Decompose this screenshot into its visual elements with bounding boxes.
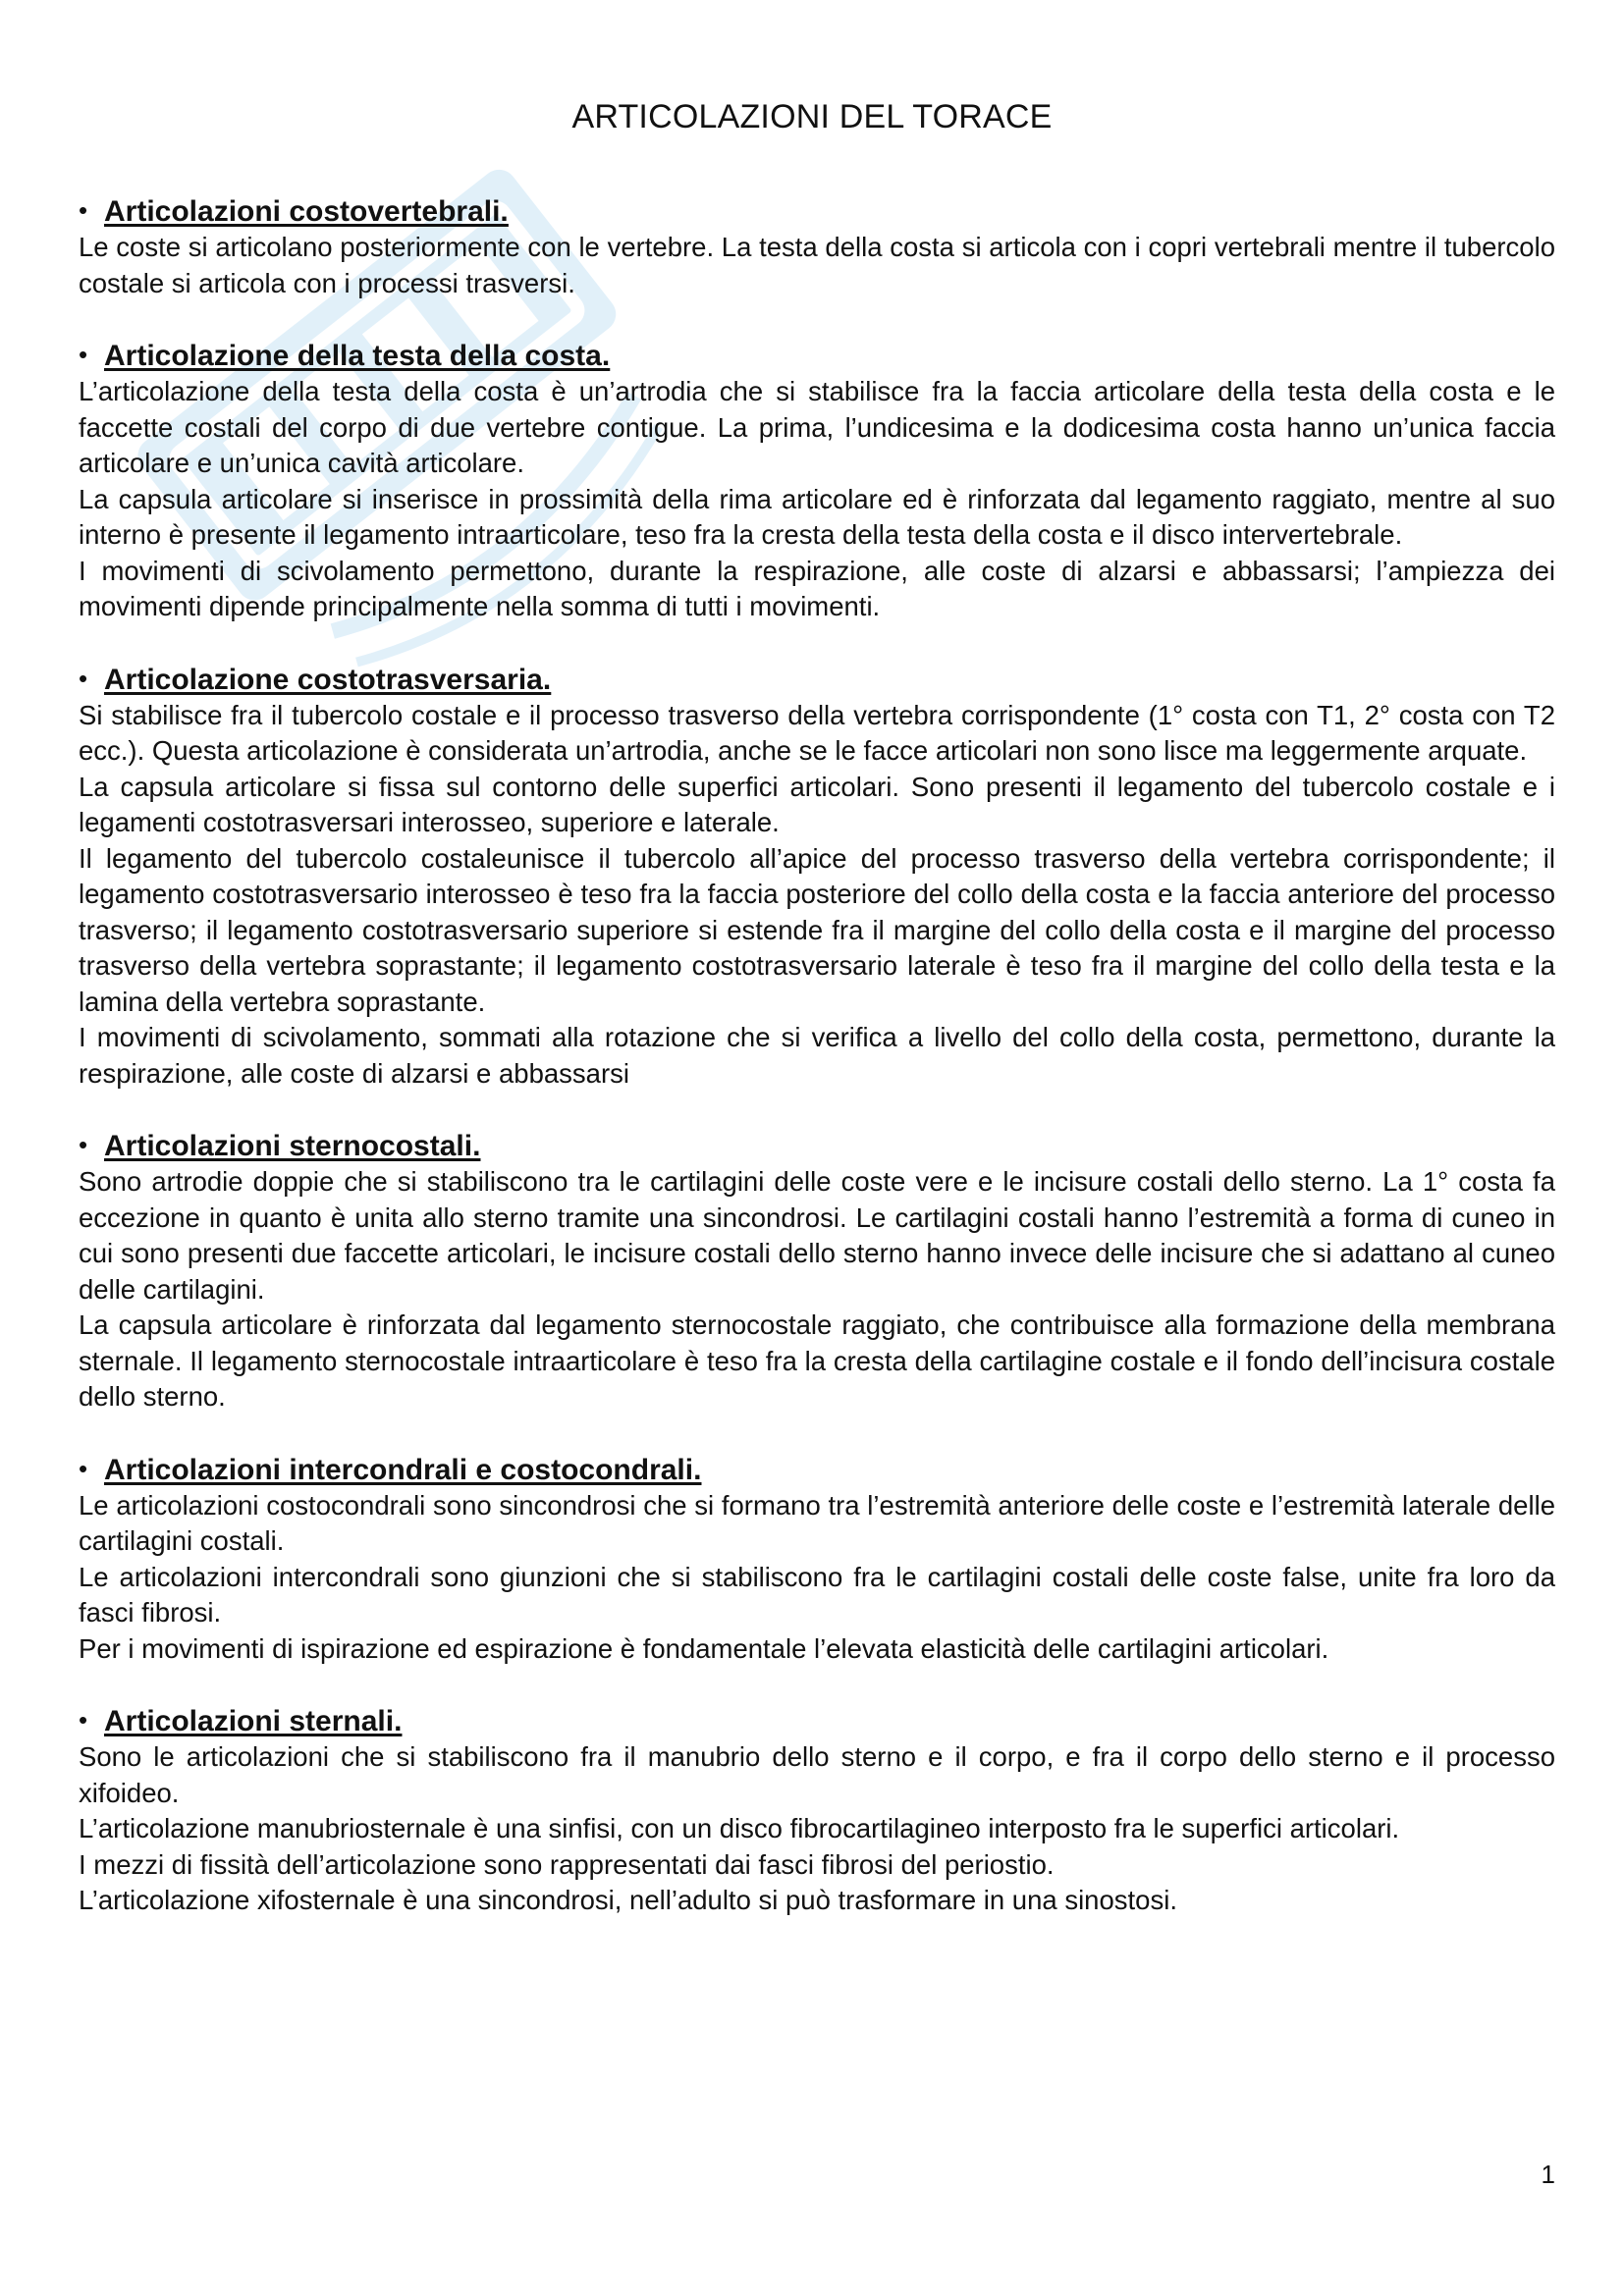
section-heading-text: Articolazioni costovertebrali. — [104, 195, 509, 228]
section-heading — [79, 337, 1555, 374]
section-heading — [79, 661, 1555, 698]
paragraph: L’articolazione manubriosternale è una sinfisi, con un disco fibrocartilagineo interposto fra le superfici articolari. — [79, 1813, 1400, 1843]
paragraph: Per i movimenti di ispirazione ed espirazione è fondamentale l’elevata elasticità delle cartilagini articolari. — [79, 1632, 1329, 1664]
paragraph: Le articolazioni intercondrali sono giunzioni che si stabiliscono fra le cartilagini costali delle coste false, unite fra loro da fasci fibrosi. — [79, 1561, 1555, 1628]
section-heading — [79, 192, 1555, 230]
bullet-icon: • — [79, 1130, 88, 1159]
section-sternocostali — [79, 1127, 1555, 1415]
section-heading — [79, 1451, 1555, 1488]
paragraph: La capsula articolare è rinforzata dal legamento sternocostale raggiato, che contribuisce alla formazione della membrana sternale. Il legamento sternocostale intraarticolare è teso fra la cresta della cartilagine costale e il fondo dell’incisura costale dello sterno. — [79, 1309, 1555, 1412]
section-costotrasversaria — [79, 661, 1555, 1093]
bullet-icon: • — [79, 340, 88, 369]
section-heading-text: Articolazioni intercondrali e costocondrali. — [104, 1453, 702, 1486]
bullet-icon: • — [79, 1453, 88, 1483]
section-heading-text: Articolazione costotrasversaria. — [104, 663, 552, 696]
paragraph: I movimenti di scivolamento permettono, durante la respirazione, alle coste di alzarsi e abbassarsi; l’ampiezza dei movimenti dipende principalmente nella somma di tutti i movimenti. — [79, 555, 1555, 621]
paragraph: La capsula articolare si fissa sul contorno delle superfici articolari. Sono presenti il legamento del tubercolo costale e i legamenti costotrasversari interosseo, superiore e laterale. — [79, 771, 1555, 837]
paragraph: I movimenti di scivolamento, sommati alla rotazione che si verifica a livello del collo della costa, permettono, durante la respirazione, alle coste di alzarsi e abbassarsi — [79, 1022, 1555, 1089]
bullet-icon: • — [79, 195, 88, 225]
document-body — [79, 192, 1555, 1954]
section-heading — [79, 1127, 1555, 1164]
section-sternali — [79, 1702, 1555, 1919]
page-title: ARTICOLAZIONI DEL TORACE — [571, 98, 1053, 135]
section-costovertebrali — [79, 192, 1555, 301]
paragraph: Si stabilisce fra il tubercolo costale e il processo trasverso della vertebra corrispondente (1° costa con T1, 2° costa con T2 ecc.). Questa articolazione è considerata un’artrodia, anche se le facce articolari non sono lisce ma leggermente arquate. — [79, 699, 1555, 766]
page-number: 1 — [1541, 2160, 1555, 2189]
paragraph: L’articolazione xifosternale è una sincondrosi, nell’adulto si può trasformare in una sinostosi. — [79, 1885, 1177, 1915]
paragraph: L’articolazione della testa della costa è un’artrodia che si stabilisce fra la faccia articolare della testa della costa e le faccette costali del corpo di due vertebre contigue. La prima, l’undicesima e la dodicesima costa hanno un’unica faccia articolare e un’unica cavità articolare. — [79, 376, 1555, 478]
paragraph: Sono artrodie doppie che si stabiliscono tra le cartilagini delle coste vere e le incisure costali dello sterno. La 1° costa fa eccezione in quanto è unita allo sterno tramite una sincondrosi. Le cartilagini costali hanno l’estremità a forma di cuneo in cui sono presenti due faccette articolari, le incisure costali dello sterno hanno invece delle incisure che si adattano al cuneo delle cartilagini. — [79, 1166, 1555, 1305]
section-heading-text: Articolazioni sternali. — [104, 1705, 403, 1737]
paragraph: La capsula articolare si inserisce in prossimità della rima articolare ed è rinforzata dal legamento raggiato, mentre al suo interno è presente il legamento intraarticolare, teso fra la cresta della testa della costa e il disco intervertebrale. — [79, 483, 1555, 550]
section-heading — [79, 1702, 1555, 1739]
bullet-icon: • — [79, 663, 88, 693]
paragraph: Sono le articolazioni che si stabiliscono fra il manubrio dello sterno e il corpo, e fra il corpo dello sterno e il processo xifoideo. — [79, 1741, 1555, 1808]
paragraph: Le coste si articolano posteriormente con le vertebre. La testa della costa si articola con i copri vertebrali mentre il tubercolo costale si articola con i processi trasversi. — [79, 232, 1555, 298]
section-intercondrali — [79, 1451, 1555, 1668]
section-heading-text: Articolazioni sternocostali. — [104, 1130, 481, 1162]
section-heading-text: Articolazione della testa della costa. — [104, 340, 611, 372]
paragraph: I mezzi di fissità dell’articolazione sono rappresentati dai fasci fibrosi del periostio. — [79, 1848, 1055, 1880]
paragraph: Le articolazioni costocondrali sono sincondrosi che si formano tra l’estremità anteriore delle coste e l’estremità laterale delle cartilagini costali. — [79, 1489, 1555, 1556]
section-testa-costa — [79, 337, 1555, 625]
paragraph: Il legamento del tubercolo costaleunisce il tubercolo all’apice del processo trasverso della vertebra corrispondente; il legamento costotrasversario interosseo è teso fra la faccia posteriore del collo della costa e la faccia anteriore del processo trasverso; il legamento costotrasversario superiore si estende fra il margine del collo della costa e il margine del processo trasverso della vertebra soprastante; il legamento costotrasversario laterale è teso fra il margine del collo della testa e la lamina della vertebra soprastante. — [79, 842, 1555, 1017]
bullet-icon: • — [79, 1705, 88, 1735]
